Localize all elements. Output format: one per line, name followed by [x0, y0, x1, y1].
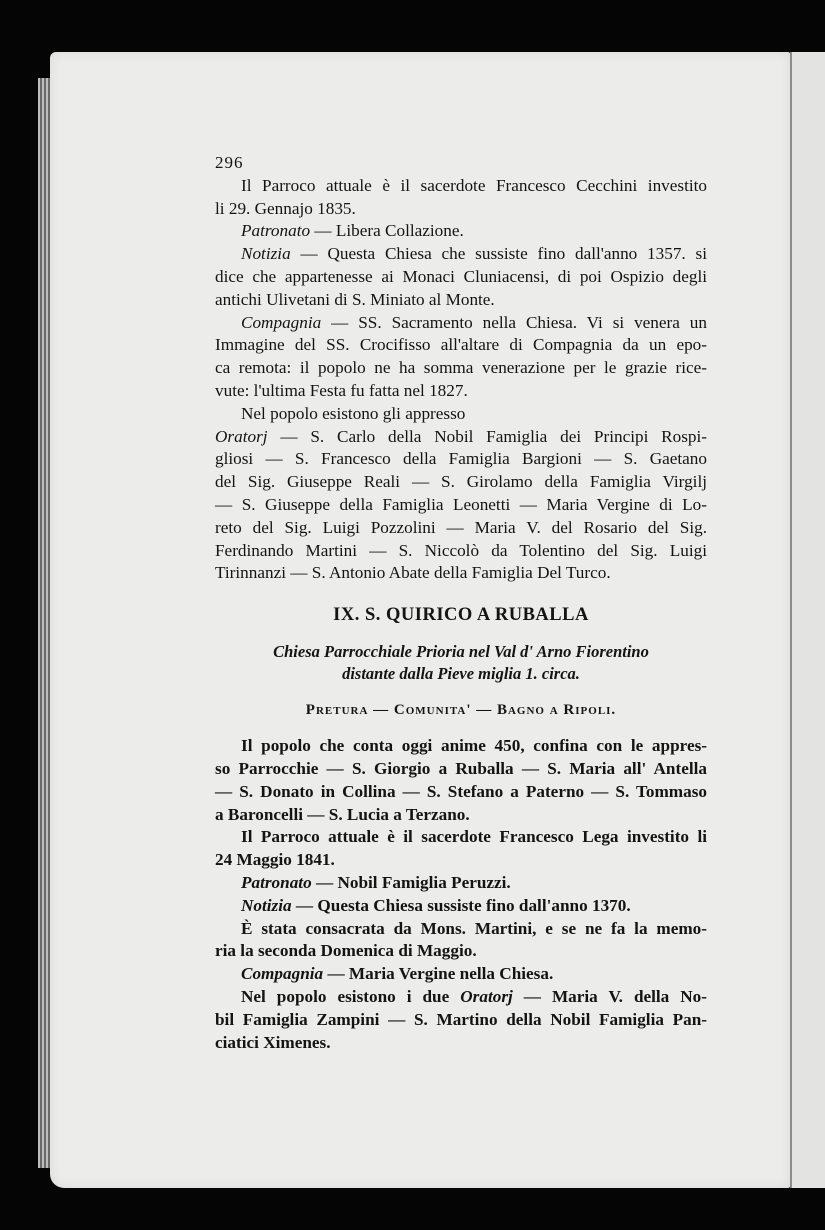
text-line: ciatici Ximenes.	[215, 1032, 331, 1052]
text-line: so Parrocchie — S. Giorgio a Ruballa — S. Maria all' Antella	[215, 758, 707, 778]
heading-compagnia: Compagnia	[241, 964, 324, 984]
spacer	[215, 721, 707, 735]
facing-page-edge	[790, 52, 825, 1188]
text-line	[215, 312, 707, 335]
text-line: Nel popolo esistono gli appresso	[241, 403, 466, 423]
text-line	[215, 895, 707, 918]
text-line: del Sig. Giuseppe Reali — S. Girolamo della Famiglia Virgilj	[215, 472, 707, 492]
text-span: — Maria Vergine nella Chiesa.	[323, 964, 554, 984]
text-line: Ferdinando Martini — S. Niccolò da Tolentino del Sig. Luigi	[215, 540, 707, 560]
text-line: antichi Ulivetani di S. Miniato al Monte.	[215, 289, 495, 309]
text-line: dice che appartenesse ai Monaci Cluniacensi, di poi Ospizio degli	[215, 266, 707, 286]
text-line: — S. Giuseppe della Famiglia Leonetti — Maria Vergine di Lo-	[215, 494, 707, 514]
heading-oratorj: Oratorj	[460, 986, 513, 1006]
text-line: a Baroncelli — S. Lucia a Terzano.	[215, 804, 470, 824]
text-line	[215, 872, 707, 895]
text-line: — S. Donato in Collina — S. Stefano a Paterno — S. Tommaso	[215, 781, 707, 801]
page-text	[215, 152, 707, 1054]
spacer	[215, 585, 707, 599]
text-line: Il Parroco attuale è il sacerdote Francesco Cecchini investito	[241, 175, 707, 195]
heading-oratorj: Oratorj	[215, 426, 268, 446]
text-span: — Questa Chiesa sussiste fino dall'anno 1370.	[291, 895, 631, 915]
text-line: Immagine del SS. Crocifisso all'altare di Compagnia da un epo-	[215, 335, 707, 355]
text-span: Nel popolo esistono i due	[241, 986, 461, 1006]
spacer	[215, 627, 707, 641]
text-line: reto del Sig. Luigi Pozzolini — Maria V. del Rosario del Sig.	[215, 517, 707, 537]
spacer	[215, 685, 707, 699]
heading-patronato: Patronato	[241, 221, 311, 241]
text-line	[215, 426, 707, 449]
text-line: ca remota: il popolo ne ha somma venerazione per le grazie rice-	[215, 358, 707, 378]
text-line: 24 Maggio 1841.	[215, 850, 335, 870]
heading-patronato: Patronato	[241, 872, 312, 892]
text-span: — Questa Chiesa che sussiste fino dall'anno 1357. si	[290, 244, 707, 264]
text-line	[215, 963, 707, 986]
section-subtitle: distante dalla Pieve miglia 1. circa.	[342, 664, 580, 684]
text-span: — Nobil Famiglia Peruzzi.	[311, 872, 511, 892]
text-line: Il Parroco attuale è il sacerdote Francesco Lega investito li	[241, 827, 707, 847]
section-subtitle: Chiesa Parrocchiale Prioria nel Val d' Arno Fiorentino	[273, 642, 649, 662]
text-line: È stata consacrata da Mons. Martini, e se ne fa la memo-	[241, 918, 707, 938]
section-body	[215, 735, 707, 1054]
text-line: vute: l'ultima Festa fu fatta nel 1827.	[215, 380, 468, 400]
text-line: Il popolo che conta oggi anime 450, confina con le appres-	[241, 736, 707, 756]
page-number: 296	[215, 153, 244, 172]
section-title: IX. S. QUIRICO A RUBALLA	[333, 605, 589, 626]
text-line	[215, 220, 707, 243]
heading-compagnia: Compagnia	[241, 312, 322, 332]
heading-notizia: Notizia	[241, 895, 292, 915]
text-line: li 29. Gennajo 1835.	[215, 198, 356, 218]
text-span: — Maria V. della No-	[512, 986, 708, 1006]
administrative-line: Pretura — Comunita' — Bagno a Ripoli.	[305, 702, 617, 719]
text-span: — Libera Collazione.	[310, 221, 464, 241]
text-line: bil Famiglia Zampini — S. Martino della Nobil Famiglia Pan-	[215, 1009, 707, 1029]
text-span: — S. Carlo della Nobil Famiglia dei Principi Rospi-	[267, 426, 707, 446]
text-line	[215, 243, 707, 266]
text-span: — SS. Sacramento nella Chiesa. Vi si venera un	[321, 312, 707, 332]
text-line	[215, 986, 707, 1009]
heading-notizia: Notizia	[241, 244, 291, 264]
text-line: ria la seconda Domenica di Maggio.	[215, 941, 477, 961]
text-line: gliosi — S. Francesco della Famiglia Bargioni — S. Gaetano	[215, 449, 707, 469]
text-line: Tirinnanzi — S. Antonio Abate della Famiglia Del Turco.	[215, 563, 611, 583]
